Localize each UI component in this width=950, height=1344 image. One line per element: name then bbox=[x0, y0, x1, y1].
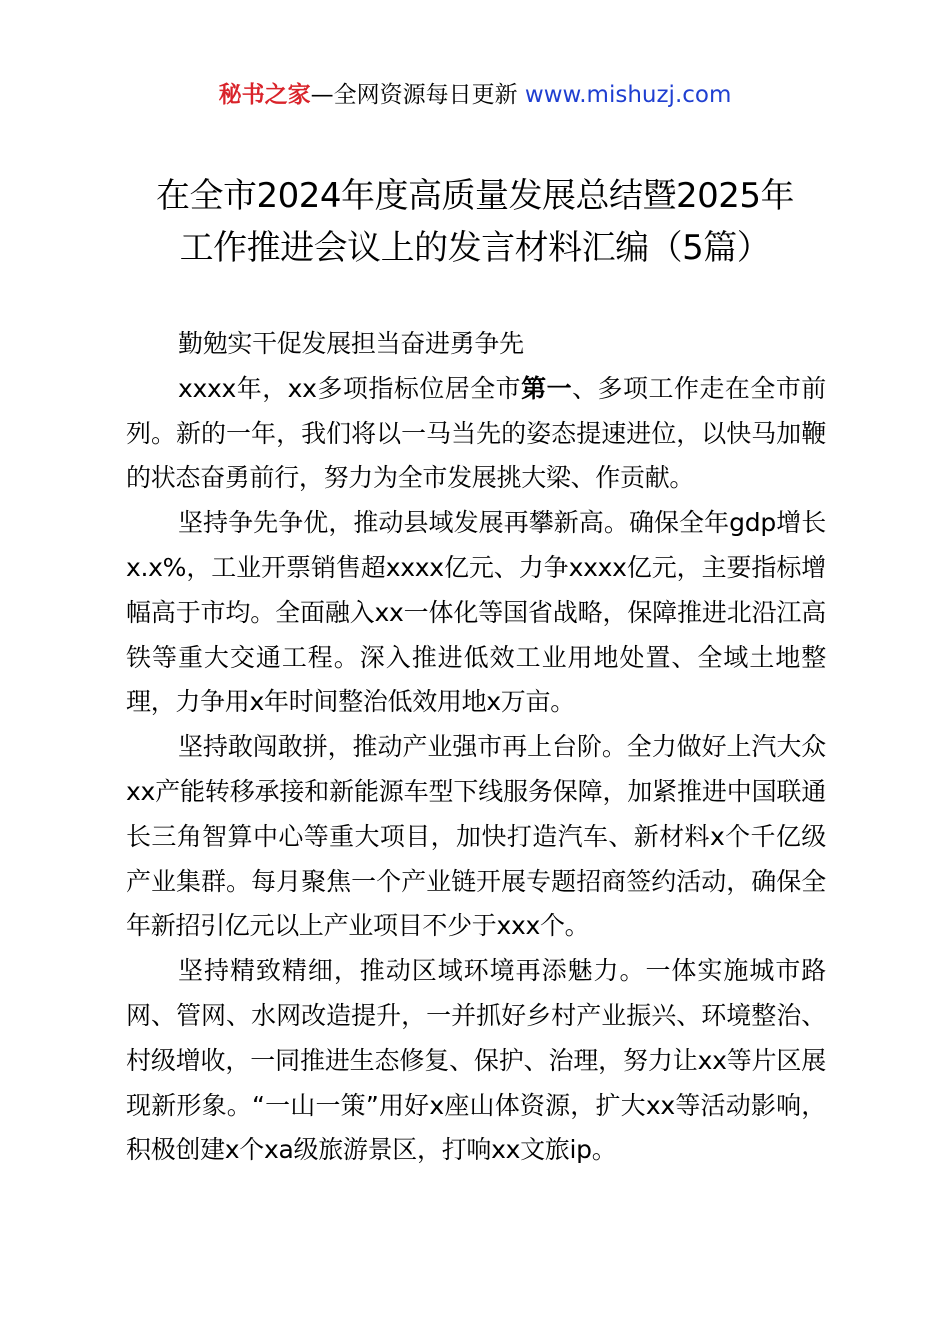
paragraph-1-text-b: 、多项工作走在全市前列。新的一年，我们将以一马当先的姿态提速进位，以快马加鞭的状态奋勇前行，努力为全市发展挑大梁、作贡献。 bbox=[126, 373, 826, 493]
site-url-link[interactable]: www.mishuzj.com bbox=[524, 82, 732, 108]
paragraph-1 bbox=[126, 367, 826, 501]
document-body bbox=[126, 322, 826, 1173]
paragraph-2: 坚持争先争优，推动县域发展再攀新高。确保全年gdp增长x.x%，工业开票销售超xxxx亿元、力争xxxx亿元，主要指标增幅高于市均。全面融入xx一体化等国省战略，保障推进北沿江高铁等重大交通工程。深入推进低效工业用地处置、全域土地整理，力争用x年时间整治低效用地x万亩。 bbox=[126, 508, 826, 717]
paragraph-1-emphasis: 第一 bbox=[521, 373, 573, 403]
title-line-2: 工作推进会议上的发言材料汇编（5篇） bbox=[179, 228, 771, 268]
brand-name: 秘书之家 bbox=[218, 82, 311, 108]
paragraph-3: 坚持敢闯敢拼，推动产业强市再上台阶。全力做好上汽大众xx产能转移承接和新能源车型下线服务保障，加紧推进中国联通长三角智算中心等重大项目，加快打造汽车、新材料x个千亿级产业集群。每月聚焦一个产业链开展专题招商签约活动，确保全年新招引亿元以上产业项目不少于xxx个。 bbox=[126, 732, 826, 941]
header-slogan: —全网资源每日更新 bbox=[310, 82, 518, 108]
section-subtitle: 勤勉实干促发展担当奋进勇争先 bbox=[178, 329, 524, 358]
paragraph-1-text-a: xxxx年，xx多项指标位居全市 bbox=[178, 373, 522, 403]
title-line-1: 在全市2024年度高质量发展总结暨2025年 bbox=[155, 176, 795, 216]
document-title bbox=[100, 170, 850, 274]
site-header bbox=[0, 78, 950, 112]
paragraph-4: 坚持精致精细，推动区域环境再添魅力。一体实施城市路网、管网、水网改造提升，一并抓好乡村产业振兴、环境整治、村级增收，一同推进生态修复、保护、治理，努力让xx等片区展现新形象。“一山一策”用好x座山体资源，扩大xx等活动影响，积极创建x个xa级旅游景区，打响xx文旅ip。 bbox=[126, 956, 826, 1165]
